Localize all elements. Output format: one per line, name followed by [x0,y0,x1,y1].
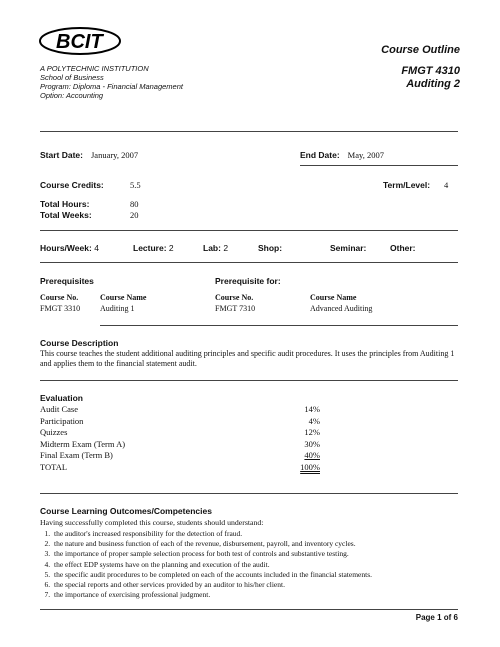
lecture-label: Lecture: [133,243,167,253]
table-row [40,416,320,428]
course-code: FMGT 4310 [401,64,460,77]
list-item: 2. the nature and business function of each of the revenue, disbursement, payroll, and inventory cycles. [52,539,465,549]
evaluation-total-value: 100% [300,461,320,472]
table-row [40,439,320,451]
divider [40,380,458,381]
right-course-name: Advanced Auditing [310,304,373,313]
lecture [133,243,174,253]
institution-block [40,64,183,100]
lab [203,243,228,253]
table-row [40,427,320,439]
right-course-no: FMGT 7310 [215,304,256,313]
total-weeks-value: 20 [130,210,139,220]
list-item: 3. the importance of proper sample selection process for both test of controls and substantive testing. [52,549,465,559]
evaluation-item: Participation [40,415,84,426]
evaluation-weight: 40% [304,450,320,460]
hours-week-label: Hours/Week: [40,243,92,253]
outcomes-list [40,529,465,600]
divider [300,165,458,166]
left-course-name-header: Course Name [100,293,147,302]
outcomes-heading: Course Learning Outcomes/Competencies [40,506,212,516]
school-name: School of Business [40,73,104,82]
start-date [40,145,138,163]
hours-week-value: 4 [94,243,99,253]
end-date [300,145,384,163]
institution-name: A POLYTECHNIC INSTITUTION [40,64,149,73]
evaluation-item: Audit Case [40,404,79,414]
evaluation-weight: 30% [304,438,320,449]
list-item: 1. the auditor's increased responsibility for the detection of fraud. [52,529,465,539]
term-label: Term/Level: [383,180,431,190]
list-item: 6. the special reports and other services provided by an auditor to his/her client. [52,580,465,590]
evaluation-total-label: TOTAL [40,461,68,472]
course-name: Auditing 2 [406,78,460,90]
evaluation-item: Midterm Exam (Term A) [40,438,126,449]
start-date-value: January, 2007 [90,150,139,160]
prerequisites-heading: Prerequisites [40,276,94,286]
hours-week [40,243,99,253]
divider [40,131,458,132]
divider [40,262,458,263]
option-name: Option: Accounting [40,91,104,100]
lab-label: Lab: [203,243,221,253]
seminar-label: Seminar: [330,243,367,253]
credits-label: Course Credits: [40,180,104,190]
evaluation-item: Final Exam (Term B) [40,450,113,460]
lab-value: 2 [223,243,229,253]
right-course-name-header: Course Name [310,293,357,302]
other-label: Other: [390,243,416,253]
right-course-no-header: Course No. [215,293,254,302]
evaluation-item: Quizzes [40,427,68,437]
end-date-value: May, 2007 [347,150,384,160]
outcomes-intro: Having successfully completed this course, students should understand: [40,518,264,527]
program-name: Program: Diploma - Financial Management [40,82,183,91]
table-row-total [40,462,320,474]
page-number: Page 1 of 6 [415,613,458,622]
left-course-no-header: Course No. [40,293,79,302]
list-item: 5. the specific audit procedures to be completed on each of the accounts included in the financial statements. [52,570,465,580]
term-value: 4 [444,180,449,190]
lecture-value: 2 [168,243,174,253]
total-hours-value: 80 [130,199,139,209]
bcit-logo [36,24,136,64]
left-course-name: Auditing 1 [100,304,135,313]
evaluation-table [40,404,320,473]
credits-value: 5.5 [130,180,141,190]
divider [40,609,458,610]
divider [40,230,458,231]
description-heading: Course Description [40,338,119,348]
table-row [40,404,320,416]
evaluation-weight: 14% [304,404,320,414]
list-item: 4. the effect EDP systems have on the planning and execution of the audit. [52,560,465,570]
total-hours-label: Total Hours: [40,199,90,209]
end-date-label: End Date: [300,150,340,160]
title-block [381,44,460,92]
prerequisite-for-heading: Prerequisite for: [215,276,281,286]
evaluation-weight: 4% [308,415,320,426]
left-course-no: FMGT 3310 [40,304,81,313]
divider [100,325,458,326]
start-date-label: Start Date: [40,150,83,160]
divider [40,493,458,494]
logo-text: BCIT [56,31,103,53]
bcit-logo-graphic [36,24,136,64]
description-text: This course teaches the student additional auditing principles and specific audit procedures. It uses the principles from Auditing 1 and applies them to the financial statement audit. [40,349,455,368]
table-row [40,450,320,462]
evaluation-weight: 12% [304,427,320,437]
list-item: 7. the importance of exercising professional judgment. [52,590,465,600]
doc-title: Course Outline [381,44,460,56]
shop-label: Shop: [258,243,283,253]
total-weeks-label: Total Weeks: [40,210,92,220]
evaluation-heading: Evaluation [40,393,83,403]
